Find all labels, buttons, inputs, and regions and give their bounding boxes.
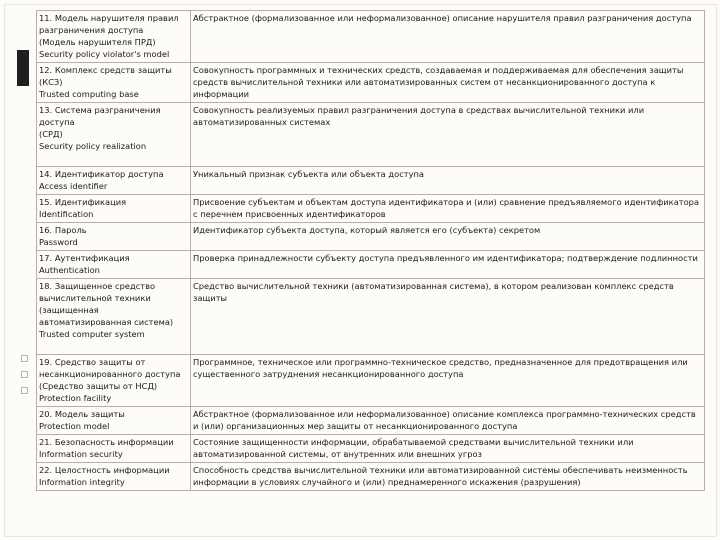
term-cell: 13. Система разграничения доступа (СРД) Security policy realization [37,103,191,167]
term-cell: 22. Целостность информации Information integrity [37,463,191,491]
definition-cell: Средство вычислительной техники (автоматизированная система), в котором реализован комплекс средств защиты [191,279,705,355]
bullet-marker [21,387,28,394]
table-row [37,251,705,279]
definition-cell: Проверка принадлежности субъекту доступа предъявленного им идентификатора; подтверждение подлинности [191,251,705,279]
term-cell: 20. Модель защиты Protection model [37,407,191,435]
definition-cell: Уникальный признак субъекта или объекта доступа [191,167,705,195]
definition-cell: Программное, техническое или программно-техническое средство, предназначенное для предотвращения или существенного затруднения несанкционированного доступа [191,355,705,407]
accent-bar [17,50,29,86]
term-cell: 15. Идентификация Identification [37,195,191,223]
bullet-marker [21,355,28,362]
table-row [37,63,705,103]
bullet-marker [21,371,28,378]
table-row [37,11,705,63]
definitions-table [36,10,705,491]
definition-cell: Абстрактное (формализованное или неформализованное) описание нарушителя правил разграничения доступа [191,11,705,63]
table-row [37,355,705,407]
definition-cell: Абстрактное (формализованное или неформализованное) описание комплекса программно-технических средств и (или) организационных мер защиты от несанкционированного доступа [191,407,705,435]
term-cell: 14. Идентификатор доступа Access identifier [37,167,191,195]
definition-cell: Идентификатор субъекта доступа, который является его (субъекта) секретом [191,223,705,251]
table-row [37,223,705,251]
table-row [37,435,705,463]
term-cell: 16. Пароль Password [37,223,191,251]
term-cell: 17. Аутентификация Authentication [37,251,191,279]
term-cell: 18. Защищенное средство вычислительной техники (защищенная автоматизированная система) Trusted computer system [37,279,191,355]
definition-cell: Совокупность программных и технических средств, создаваемая и поддерживаемая для обеспечения защиты средств вычислительной техники или автоматизированных систем от несанкционированного доступа к информации [191,63,705,103]
table-row [37,463,705,491]
table-row [37,195,705,223]
definition-cell: Совокупность реализуемых правил разграничения доступа в средствах вычислительной техники или автоматизированных системах [191,103,705,167]
definition-cell: Присвоение субъектам и объектам доступа идентификатора и (или) сравнение предъявляемого идентификатора с перечнем присвоенных идентификаторов [191,195,705,223]
definition-cell: Способность средства вычислительной техники или автоматизированной системы обеспечивать неизменность информации в условиях случайного и (или) преднамеренного искажения (разрушения) [191,463,705,491]
table-row [37,407,705,435]
definition-cell: Состояние защищенности информации, обрабатываемой средствами вычислительной техники или автоматизированной системы, от внутренних или внешних угроз [191,435,705,463]
table-row [37,167,705,195]
term-cell: 11. Модель нарушителя правил разграничения доступа (Модель нарушителя ПРД) Security policy violator's model [37,11,191,63]
table-row [37,279,705,355]
term-cell: 21. Безопасность информации Information security [37,435,191,463]
term-cell: 19. Средство защиты от несанкционированного доступа (Средство защиты от НСД) Protection facility [37,355,191,407]
term-cell: 12. Комплекс средств защиты (КСЗ) Trusted computing base [37,63,191,103]
table-row [37,103,705,167]
